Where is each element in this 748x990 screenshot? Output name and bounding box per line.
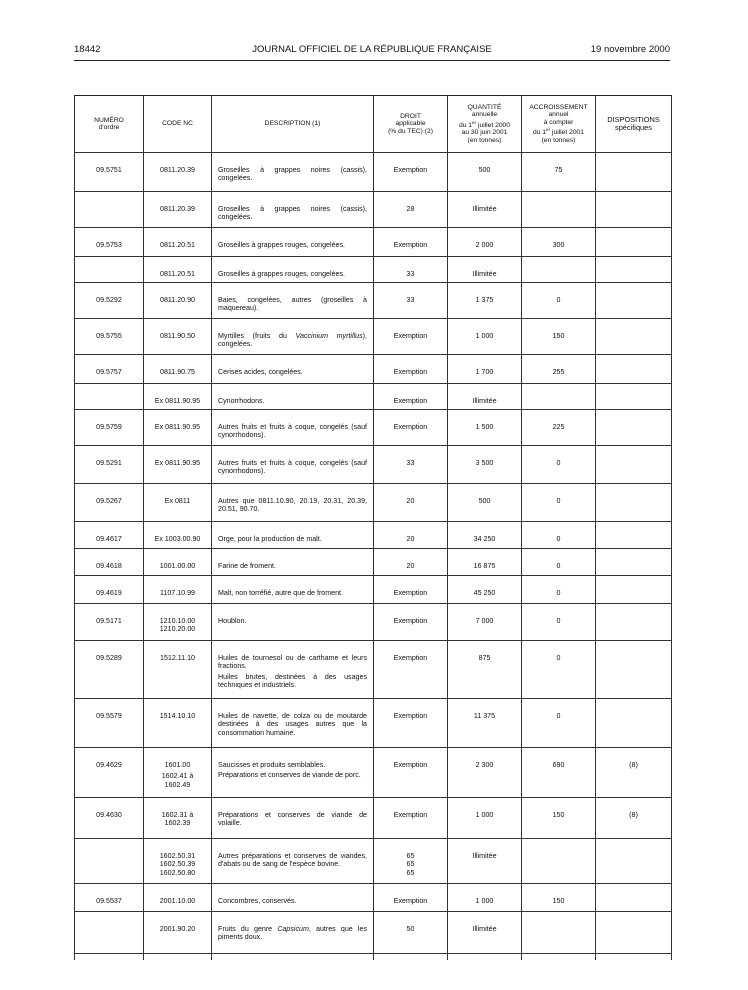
cell-quantite: 1 000: [448, 319, 522, 355]
cell-dispositions: [596, 641, 672, 699]
col-header-quantite: QUANTITÉ annuelle du 1er juillet 2000 au 30 juin 2001 (en tonnes): [448, 96, 522, 153]
code-line: 1602.41 à: [161, 772, 194, 781]
cell-code-nc: [144, 884, 212, 912]
code-line: 0811.90.50: [160, 332, 195, 340]
cell-accroissement: 0: [522, 641, 596, 699]
col-header-description: DESCRIPTION (1): [212, 96, 374, 153]
cell-droit: [374, 839, 448, 884]
cell-description: [212, 410, 374, 446]
cell-numero: 09.4629: [75, 748, 144, 798]
description-line: Farine de froment.: [218, 562, 276, 570]
cell-code-nc: [144, 384, 212, 410]
cell-droit: [374, 192, 448, 228]
cell-accroissement: 0: [522, 604, 596, 641]
cell-accroissement: 255: [522, 355, 596, 384]
droit-value: Exemption: [393, 761, 428, 769]
table-row-continuation: [75, 954, 672, 960]
table-row: [75, 748, 672, 798]
code-line: Ex 0811: [164, 497, 191, 505]
cell-quantite: 1 000: [448, 884, 522, 912]
cell-numero: [75, 839, 144, 884]
table-row: [75, 839, 672, 884]
cell-accroissement: 150: [522, 798, 596, 839]
cell-dispositions: [596, 699, 672, 748]
cell-accroissement: 0: [522, 484, 596, 522]
description-line: Autres fruits et fruits à coque, congelés (sauf cynorrhodons).: [218, 423, 367, 440]
cell-quantite: 2 000: [448, 228, 522, 257]
table-row: [75, 576, 672, 604]
cell-description: [212, 549, 374, 576]
cell-droit: [374, 604, 448, 641]
cell-description: [212, 748, 374, 798]
code-line: 1107.10.99: [160, 589, 195, 597]
cell-code-nc: [144, 257, 212, 283]
cell-quantite: 1 700: [448, 355, 522, 384]
code-line: 1514.10.10: [159, 712, 196, 720]
cell-description: [212, 319, 374, 355]
cell-quantite: 1 500: [448, 410, 522, 446]
droit-value: Exemption: [393, 368, 428, 376]
cell-accroissement: 75: [522, 153, 596, 192]
cell-dispositions: [596, 604, 672, 641]
cell-description: [212, 484, 374, 522]
description-line: Autres que 0811.10.90, 20.19, 20.31, 20.39, 20.51, 90.70.: [218, 497, 367, 514]
code-line: Ex 0811.90.95: [154, 423, 201, 431]
droit-value: Exemption: [393, 241, 428, 249]
cell-code-nc: [144, 446, 212, 484]
description-part: , autres que les piments doux.: [218, 925, 367, 942]
cell-numero: 09.5751: [75, 153, 144, 192]
droit-value: Exemption: [393, 712, 428, 720]
code-line: 1602.31 à: [161, 811, 194, 819]
cell-numero: [75, 192, 144, 228]
cell-description: [212, 884, 374, 912]
col-header-numero: NUMÉRO d'ordre: [75, 96, 144, 153]
table-row: [75, 446, 672, 484]
cell-dispositions: [596, 384, 672, 410]
table-row: [75, 384, 672, 410]
description-line: Malt, non torréfié, autre que de froment.: [218, 589, 343, 597]
description-italic: Vaccinium myrtillus: [295, 332, 363, 340]
cell-droit: [374, 153, 448, 192]
cell-dispositions: [596, 576, 672, 604]
cell-dispositions: [596, 410, 672, 446]
cell-droit: [374, 884, 448, 912]
code-line: 1512.11.10: [160, 654, 195, 662]
cell-droit: [374, 257, 448, 283]
cell-droit: [374, 522, 448, 549]
cell-quantite: 11 375: [448, 699, 522, 748]
cell-droit: [374, 384, 448, 410]
description-line: Groseilles à grappes rouges, congelées.: [218, 241, 345, 249]
cell-numero: 09.5292: [75, 283, 144, 319]
description-line: Autres préparations et conserves de viandes, d'abats ou de sang de l'espèce bovine.: [218, 852, 367, 869]
cell-code-nc: [144, 410, 212, 446]
code-line: 1601.00: [164, 761, 191, 769]
cell-description: [212, 604, 374, 641]
code-line: 0811.20.39: [160, 166, 195, 174]
cell-code-nc: [144, 549, 212, 576]
cell-code-nc: [144, 153, 212, 192]
code-line: 1001.00.00: [159, 562, 196, 570]
cell-code-nc: [144, 798, 212, 839]
table-row: [75, 641, 672, 699]
code-line: 0811.90.75: [160, 368, 195, 376]
cell-dispositions: [596, 153, 672, 192]
table-row: [75, 283, 672, 319]
droit-value: 33: [406, 296, 415, 304]
cell-numero: [75, 912, 144, 954]
cell-dispositions: [596, 319, 672, 355]
cell-description: [212, 912, 374, 954]
code-line: 2001.90.20: [159, 925, 196, 933]
cell-dispositions: [596, 884, 672, 912]
table-row: [75, 355, 672, 384]
cell-accroissement: 0: [522, 699, 596, 748]
cell-droit: [374, 228, 448, 257]
cell-dispositions: [596, 283, 672, 319]
droit-value: 28: [406, 205, 415, 213]
cell-description: [212, 257, 374, 283]
cell-code-nc: [144, 748, 212, 798]
description-line: Préparations et conserves de viande de porc.: [218, 771, 361, 780]
cell-quantite: Illimitée: [448, 257, 522, 283]
cell-numero: 09.5171: [75, 604, 144, 641]
cell-numero: 09.4619: [75, 576, 144, 604]
table-row: [75, 153, 672, 192]
code-line: 1602.50.39: [159, 860, 196, 869]
droit-value: Exemption: [393, 332, 428, 340]
cell-quantite: 7 000: [448, 604, 522, 641]
cell-code-nc: [144, 228, 212, 257]
cell-accroissement: 225: [522, 410, 596, 446]
cell-numero: 09.5757: [75, 355, 144, 384]
cell-continuation: [212, 954, 374, 960]
cell-description: [212, 192, 374, 228]
cell-numero: 09.4618: [75, 549, 144, 576]
description-line: Baies, congelées, autres (groseilles à maquereau).: [218, 296, 367, 313]
cell-continuation: [75, 954, 144, 960]
description-line: Huiles de tournesol ou de carthame et leurs fractions.: [218, 654, 367, 671]
cell-numero: [75, 257, 144, 283]
cell-droit: [374, 798, 448, 839]
droit-value: 65: [406, 852, 415, 860]
cell-description: [212, 355, 374, 384]
droit-value: Exemption: [393, 589, 428, 597]
cell-numero: 09.4630: [75, 798, 144, 839]
cell-accroissement: [522, 257, 596, 283]
droit-value: Exemption: [393, 897, 428, 905]
cell-description: [212, 798, 374, 839]
table-row: [75, 912, 672, 954]
code-line: 1602.50.31: [159, 852, 196, 860]
cell-droit: [374, 446, 448, 484]
cell-continuation: [522, 954, 596, 960]
page-number: 18442: [74, 44, 101, 55]
code-line: 1602.49: [164, 780, 191, 789]
cell-numero: 09.5267: [75, 484, 144, 522]
description-italic: Capsicum: [277, 925, 309, 933]
droit-value: 65: [406, 860, 415, 869]
droit-value: 33: [406, 459, 415, 467]
cell-code-nc: [144, 912, 212, 954]
cell-quantite: 3 500: [448, 446, 522, 484]
cell-accroissement: 150: [522, 319, 596, 355]
table-header-row: [75, 96, 672, 153]
table-row: [75, 228, 672, 257]
cell-droit: [374, 748, 448, 798]
cell-dispositions: [596, 522, 672, 549]
cell-numero: 09.5291: [75, 446, 144, 484]
description-line: Huiles brutes, destinées à des usages techniques et industriels.: [218, 672, 367, 689]
code-line: 1210.10.00: [159, 617, 196, 625]
cell-quantite: 16 875: [448, 549, 522, 576]
cell-quantite: Illimitée: [448, 839, 522, 884]
table-row: [75, 410, 672, 446]
description-line: Autres fruits et fruits à coque, congelés (sauf cynorrhodons).: [218, 459, 367, 476]
cell-accroissement: [522, 192, 596, 228]
description-line: [218, 925, 367, 942]
description-line: Cynorrhodons.: [218, 397, 265, 405]
droit-value: 33: [406, 270, 415, 278]
cell-dispositions: [596, 912, 672, 954]
cell-code-nc: [144, 484, 212, 522]
cell-dispositions: (8): [596, 748, 672, 798]
code-line: 0811.20.51: [160, 270, 195, 278]
cell-numero: 09.5289: [75, 641, 144, 699]
code-line: Ex 0811.90.95: [154, 459, 201, 467]
col-header-droit: DROIT applicable (% du TEC) (2): [374, 96, 448, 153]
cell-numero: 09.4617: [75, 522, 144, 549]
cell-quantite: 500: [448, 484, 522, 522]
cell-droit: [374, 912, 448, 954]
cell-description: [212, 522, 374, 549]
cell-code-nc: [144, 604, 212, 641]
cell-droit: [374, 641, 448, 699]
droit-value: Exemption: [393, 617, 428, 625]
table-row: [75, 549, 672, 576]
cell-numero: 09.5753: [75, 228, 144, 257]
droit-value: Exemption: [393, 811, 428, 819]
cell-description: [212, 228, 374, 257]
cell-description: [212, 641, 374, 699]
cell-quantite: 34 250: [448, 522, 522, 549]
code-line: Ex 0811.90.95: [154, 397, 201, 405]
cell-dispositions: (8): [596, 798, 672, 839]
cell-accroissement: 0: [522, 522, 596, 549]
cell-dispositions: [596, 228, 672, 257]
cell-description: [212, 576, 374, 604]
header-rule: [74, 60, 670, 61]
table-row: [75, 192, 672, 228]
cell-quantite: 1 375: [448, 283, 522, 319]
table-row: [75, 699, 672, 748]
cell-description: [212, 839, 374, 884]
code-line: Ex 1003.00.90: [154, 535, 201, 543]
cell-quantite: 2 300: [448, 748, 522, 798]
cell-accroissement: 0: [522, 283, 596, 319]
cell-accroissement: 690: [522, 748, 596, 798]
cell-code-nc: [144, 641, 212, 699]
description-line: Groseilles à grappes noires (cassis), congelées.: [218, 166, 367, 183]
droit-value: Exemption: [393, 397, 428, 405]
cell-dispositions: [596, 192, 672, 228]
table-row: [75, 798, 672, 839]
cell-numero: [75, 384, 144, 410]
description-line: Groseilles à grappes rouges, congelées.: [218, 270, 345, 278]
code-line: 0811.20.90: [160, 296, 195, 304]
description-line: Houblon.: [218, 617, 247, 625]
cell-accroissement: 150: [522, 884, 596, 912]
code-line: 1602.39: [164, 819, 191, 828]
cell-accroissement: [522, 384, 596, 410]
droit-value: 65: [406, 868, 415, 877]
cell-description: [212, 283, 374, 319]
cell-quantite: 500: [448, 153, 522, 192]
cell-dispositions: [596, 446, 672, 484]
description-part: ), congelées.: [218, 332, 367, 349]
cell-code-nc: [144, 283, 212, 319]
droit-value: 20: [406, 535, 415, 543]
cell-droit: [374, 355, 448, 384]
code-line: 1602.50.80: [159, 868, 196, 877]
cell-description: [212, 446, 374, 484]
cell-quantite: 1 000: [448, 798, 522, 839]
cell-accroissement: 0: [522, 446, 596, 484]
cell-dispositions: [596, 839, 672, 884]
code-line: 0811.20.39: [160, 205, 195, 213]
droit-value: Exemption: [393, 423, 428, 431]
col-header-dispositions: DISPOSITIONS spécifiques: [596, 96, 672, 153]
description-part: Fruits du genre: [218, 925, 278, 933]
cell-continuation: [144, 954, 212, 960]
cell-description: [212, 699, 374, 748]
droit-value: 20: [406, 562, 415, 570]
tariff-quota-table: [74, 95, 672, 960]
cell-droit: [374, 576, 448, 604]
description-line: [218, 332, 367, 349]
cell-droit: [374, 484, 448, 522]
cell-accroissement: 300: [522, 228, 596, 257]
cell-code-nc: [144, 839, 212, 884]
cell-dispositions: [596, 257, 672, 283]
droit-value: Exemption: [393, 654, 428, 662]
cell-droit: [374, 699, 448, 748]
description-line: Huiles de navette, de colza ou de moutarde destinées à des usages autres que la consommation humaine.: [218, 712, 367, 737]
cell-droit: [374, 319, 448, 355]
cell-accroissement: 0: [522, 576, 596, 604]
cell-numero: 09.5755: [75, 319, 144, 355]
cell-numero: 09.5759: [75, 410, 144, 446]
cell-continuation: [448, 954, 522, 960]
cell-quantite: Illimitée: [448, 384, 522, 410]
description-line: Orge, pour la production de malt.: [218, 535, 322, 543]
cell-code-nc: [144, 576, 212, 604]
cell-description: [212, 153, 374, 192]
description-part: Myrtilles (fruits du: [218, 332, 296, 340]
description-line: Saucisses et produits semblables.: [218, 761, 326, 769]
droit-value: 20: [406, 497, 415, 505]
code-line: 0811.20.51: [160, 241, 195, 249]
journal-title: JOURNAL OFFICIEL DE LA RÉPUBLIQUE FRANÇAISE: [252, 44, 492, 55]
cell-dispositions: [596, 484, 672, 522]
cell-dispositions: [596, 355, 672, 384]
cell-code-nc: [144, 522, 212, 549]
table-row: [75, 884, 672, 912]
col-header-accroissement: ACCROISSEMENT annuel à compter du 1er juillet 2001 (en tonnes): [522, 96, 596, 153]
code-line: 2001.10.00: [159, 897, 196, 905]
cell-continuation: [374, 954, 448, 960]
cell-code-nc: [144, 355, 212, 384]
description-line: Groseilles à grappes noires (cassis), congelées.: [218, 205, 367, 222]
description-line: Préparations et conserves de viande de volaille.: [218, 811, 367, 828]
table-row: [75, 257, 672, 283]
droit-value: Exemption: [393, 166, 428, 174]
code-line: 1210.20.00: [159, 625, 196, 634]
description-line: Cerises acides, congelées.: [218, 368, 303, 376]
cell-accroissement: [522, 839, 596, 884]
table-row: [75, 484, 672, 522]
cell-dispositions: [596, 549, 672, 576]
col-header-code: CODE NC: [144, 96, 212, 153]
cell-accroissement: 0: [522, 549, 596, 576]
cell-numero: 09.5579: [75, 699, 144, 748]
cell-quantite: 875: [448, 641, 522, 699]
droit-value: 50: [406, 925, 415, 933]
cell-quantite: Illimitée: [448, 192, 522, 228]
cell-numero: 09.5537: [75, 884, 144, 912]
page-header: [74, 44, 670, 58]
cell-description: [212, 384, 374, 410]
table-row: [75, 319, 672, 355]
cell-code-nc: [144, 319, 212, 355]
cell-quantite: Illimitée: [448, 912, 522, 954]
issue-date: 19 novembre 2000: [590, 44, 670, 55]
cell-droit: [374, 283, 448, 319]
table-row: [75, 522, 672, 549]
cell-droit: [374, 410, 448, 446]
cell-accroissement: [522, 912, 596, 954]
table-row: [75, 604, 672, 641]
cell-code-nc: [144, 192, 212, 228]
cell-quantite: 45 250: [448, 576, 522, 604]
cell-continuation: [596, 954, 672, 960]
cell-droit: [374, 549, 448, 576]
description-line: Concombres, conservés.: [218, 897, 297, 905]
cell-code-nc: [144, 699, 212, 748]
